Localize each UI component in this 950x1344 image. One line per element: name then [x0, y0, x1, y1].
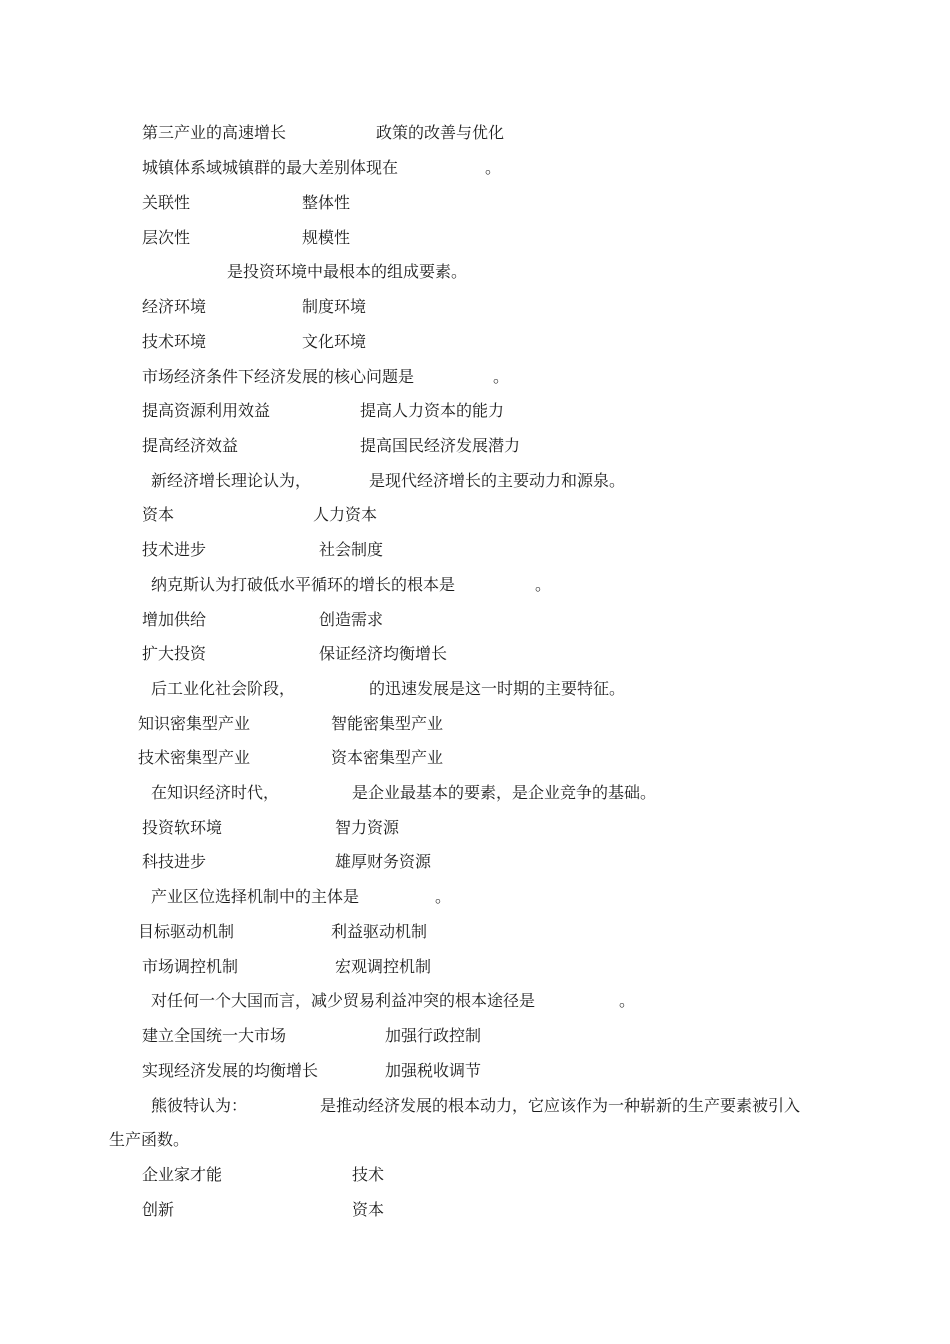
option-text: 扩大投资 — [142, 644, 207, 663]
option-text: 关联性 — [142, 193, 191, 212]
question-text: 后工业化社会阶段， — [151, 679, 296, 698]
question-text: 。 — [535, 575, 552, 594]
option-text: 技术 — [352, 1165, 385, 1184]
option-text: 资本 — [352, 1200, 385, 1219]
question-text: 。 — [619, 991, 636, 1010]
option-text: 技术环境 — [142, 332, 207, 351]
option-text: 文化环境 — [302, 332, 367, 351]
option-text: 宏观调控机制 — [335, 957, 432, 976]
question-text: 产业区位选择机制中的主体是 — [151, 887, 360, 906]
question-text: 是推动经济发展的根本动力，它应该作为一种崭新的生产要素被引入 — [320, 1096, 801, 1115]
option-text: 技术进步 — [142, 540, 207, 559]
option-text: 增加供给 — [142, 610, 207, 629]
question-text: 对任何一个大国而言，减少贸易利益冲突的根本途径是 — [151, 991, 536, 1010]
option-text: 目标驱动机制 — [138, 922, 235, 941]
option-text: 创新 — [142, 1200, 175, 1219]
question-text: 。 — [485, 158, 502, 177]
option-text: 提高经济效益 — [142, 436, 239, 455]
option-text: 整体性 — [302, 193, 351, 212]
text-line: 政策的改善与优化 — [376, 123, 505, 142]
option-text: 建立全国统一大市场 — [142, 1026, 287, 1045]
question-text: 市场经济条件下经济发展的核心问题是 — [142, 367, 415, 386]
option-text: 提高资源利用效益 — [142, 401, 271, 420]
option-text: 经济环境 — [142, 297, 207, 316]
option-text: 层次性 — [142, 228, 191, 247]
question-text: 。 — [493, 367, 510, 386]
option-text: 科技进步 — [142, 852, 207, 871]
option-text: 提高国民经济发展潜力 — [360, 436, 521, 455]
option-text: 加强税收调节 — [385, 1061, 482, 1080]
option-text: 技术密集型产业 — [138, 748, 251, 767]
option-text: 创造需求 — [319, 610, 384, 629]
option-text: 社会制度 — [319, 540, 384, 559]
question-text: 是投资环境中最根本的组成要素。 — [227, 262, 468, 281]
option-text: 智能密集型产业 — [331, 714, 444, 733]
option-text: 资本密集型产业 — [331, 748, 444, 767]
option-text: 雄厚财务资源 — [335, 852, 432, 871]
option-text: 利益驱动机制 — [331, 922, 428, 941]
question-text: 城镇体系域城镇群的最大差别体现在 — [142, 158, 399, 177]
option-text: 实现经济发展的均衡增长 — [142, 1061, 319, 1080]
option-text: 规模性 — [302, 228, 351, 247]
option-text: 提高人力资本的能力 — [360, 401, 505, 420]
question-text: 是现代经济增长的主要动力和源泉。 — [369, 471, 626, 490]
option-text: 企业家才能 — [142, 1165, 223, 1184]
question-text: 纳克斯认为打破低水平循环的增长的根本是 — [151, 575, 456, 594]
option-text: 市场调控机制 — [142, 957, 239, 976]
option-text: 人力资本 — [313, 505, 378, 524]
text-line: 第三产业的高速增长 — [142, 123, 287, 142]
question-text: 的迅速发展是这一时期的主要特征。 — [369, 679, 626, 698]
option-text: 投资软环境 — [142, 818, 223, 837]
question-text: 是企业最基本的要素，是企业竞争的基础。 — [352, 783, 657, 802]
question-text: 新经济增长理论认为， — [151, 471, 312, 490]
option-text: 资本 — [142, 505, 175, 524]
option-text: 制度环境 — [302, 297, 367, 316]
question-text: 生产函数。 — [109, 1130, 190, 1149]
question-text: 。 — [435, 887, 452, 906]
option-text: 智力资源 — [335, 818, 400, 837]
option-text: 加强行政控制 — [385, 1026, 482, 1045]
option-text: 知识密集型产业 — [138, 714, 251, 733]
question-text: 在知识经济时代， — [151, 783, 280, 802]
question-text: 熊彼特认为： — [151, 1096, 248, 1115]
option-text: 保证经济均衡增长 — [319, 644, 448, 663]
